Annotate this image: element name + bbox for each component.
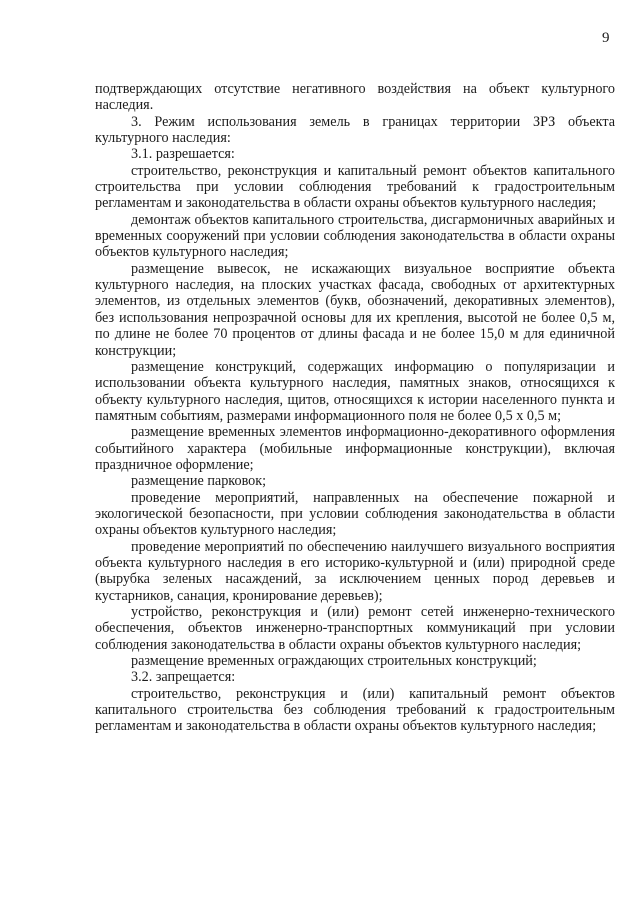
paragraph-allowed-demolition: демонтаж объектов капитального строительства, дисгармоничных аварийных и временных сооружений при условии соблюдения законодательства в области охраны объектов культурного наследия; [95,211,615,261]
paragraph-section-3-heading: 3. Режим использования земель в границах территории ЗРЗ объекта культурного наследия: [95,113,615,147]
paragraph-subsection-3-2: 3.2. запрещается: [131,669,236,686]
page-number: 9 [602,30,610,46]
paragraph-allowed-signs: размещение вывесок, не искажающих визуальное восприятие объекта культурного наследия, на плоских участках фасада, свободных от архитектурных элементов, из отдельных элементов (букв, обозначений, декоративных элементов), без использования непрозрачной основы для их крепления, высотой не более 0,5 м, по длине не более 70 процентов от длины фасада и не более 15,0 м для единичной конструкции; [95,260,615,359]
paragraph-allowed-info-structures: размещение конструкций, содержащих информацию о популяризации и использовании объекта культурного наследия, памятных знаков, относящихся к объекту культурного наследия, щитов, относящихся к истории населенного пункта и памятным событиям, размерами информационного поля не более 0,5 х 0,5 м; [95,358,615,424]
paragraph-allowed-parking: размещение парковок; [131,473,267,490]
paragraph-allowed-safety-measures: проведение мероприятий, направленных на обеспечение пожарной и экологической безопасности, при условии соблюдения законодательства в области охраны объектов культурного наследия; [95,489,615,539]
paragraph-allowed-temporary-fences: размещение временных ограждающих строительных конструкций; [131,653,537,670]
paragraph-allowed-construction: строительство, реконструкция и капитальный ремонт объектов капитального строительства при условии соблюдения требований к градостроительным регламентам и законодательства в области охраны объектов культурного наследия; [95,162,615,212]
paragraph-prohibited-construction: строительство, реконструкция и (или) капитальный ремонт объектов капитального строительства без соблюдения требований к градостроительным регламентам и законодательства в области охраны объектов культурного наследия; [95,685,615,735]
paragraph-allowed-visual-measures: проведение мероприятий по обеспечению наилучшего визуального восприятия объекта культурного наследия в его историко-культурной и (или) природной среде (вырубка зеленых насаждений, за исключением ценных пород деревьев и кустарников, санация, кронирование деревьев); [95,538,615,604]
paragraph-continuation: подтверждающих отсутствие негативного воздействия на объект культурного наследия. [95,81,615,114]
document-body [95,81,615,735]
paragraph-allowed-temporary-decor: размещение временных элементов информационно-декоративного оформления событийного характера (мобильные информационные конструкции), включая праздничное оформление; [95,424,615,473]
paragraph-subsection-3-1: 3.1. разрешается: [131,146,235,163]
paragraph-allowed-engineering-networks: устройство, реконструкция и (или) ремонт сетей инженерно-технического обеспечения, объектов инженерно-транспортных коммуникаций при условии соблюдения законодательства в области охраны объектов культурного наследия; [95,604,615,653]
